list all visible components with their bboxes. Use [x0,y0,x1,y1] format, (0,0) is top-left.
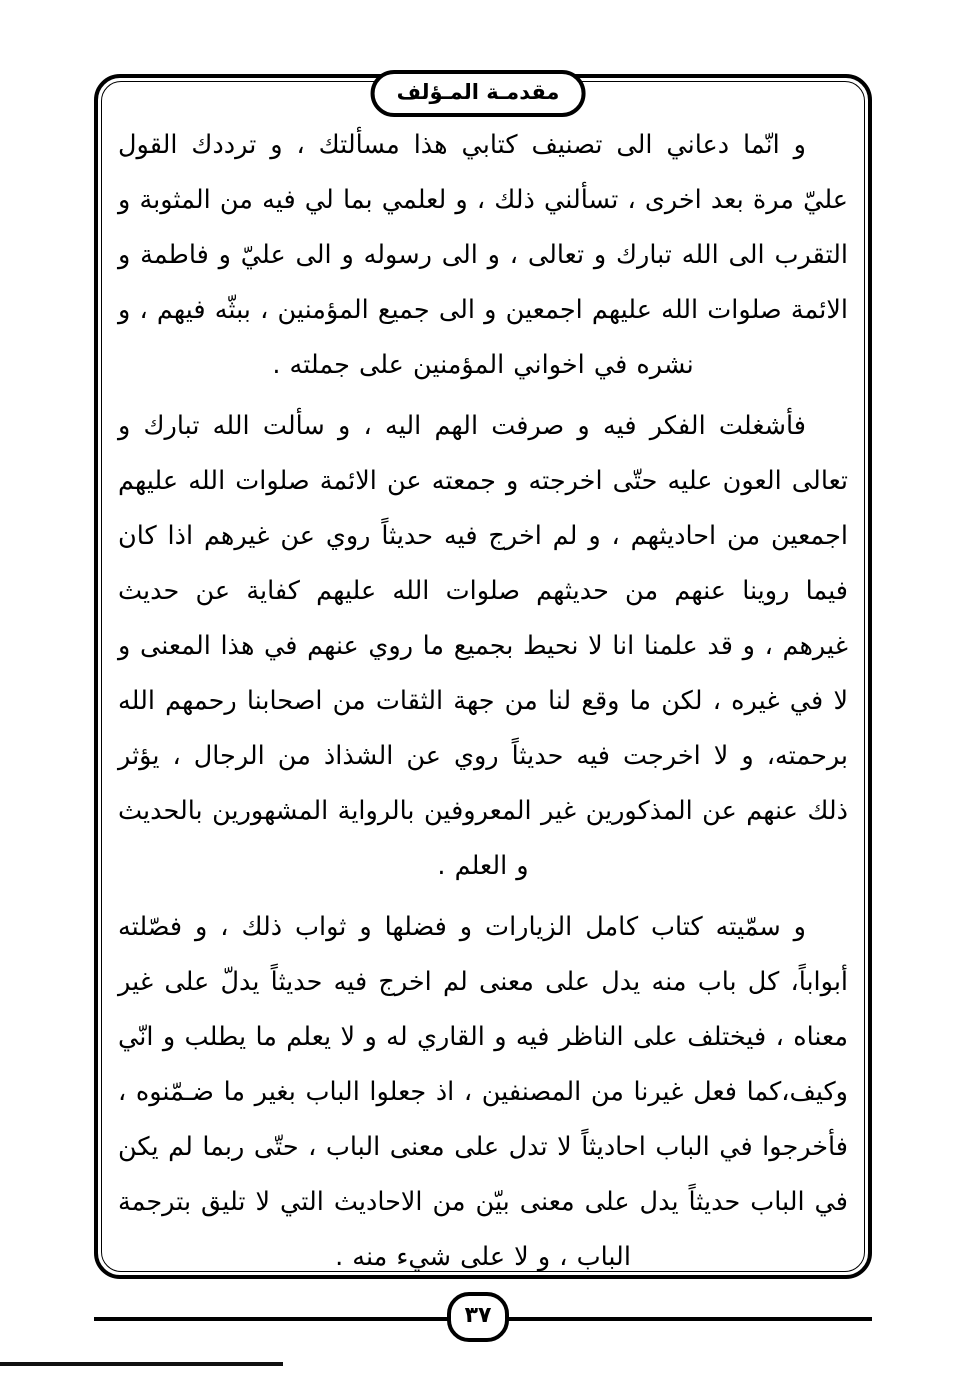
page-number-badge [447,1292,509,1342]
paragraph-3: و سمّيته كتاب كامل الزيارات و فضلها و ثواب ذلك ، و فصّلته أبواباً، كل باب منه يدل على معنى لم اخرج فيه حديثاً يدلّ على غير معناه ، فيختلف على الناظر فيه و القاري له و لا يعلم ما يطلب و انّي وكيف،كما فعل غيرنا من المصنفين ، اذ جعلوا الباب بغير ما ضـمّنوه ، فأخرجوا في الباب احاديثاً لا تدل على معنى الباب ، حتّى ربما لم يكن في الباب حديثاً يدل على معنى بيّن من الاحاديث التي لا تليق بترجمة الباب ، و لا على شيء منه . [118,912,848,1272]
page-number-label: ٣٧ [464,1303,492,1328]
page-footer [0,1289,956,1349]
scan-edge-artifact [0,1362,283,1366]
page-text-column [118,118,848,1272]
chapter-header-title: مقدمـة المـؤلف [396,80,560,104]
paragraph-2: فأشغلت الفكر فيه و صرفت الهم اليه ، و سألت الله تبارك و تعالى العون عليه حتّى اخرجته و جمعته عن الائمة صلوات الله عليهم اجمعين من احاديثهم ، و لم اخرج فيه حديثاً روي عن غيرهم اذا كان فيما روينا عنهم من حديثهم صلوات الله عليهم كفاية عن حديث غيرهم ، و قد علمنا انا لا نحيط بجميع ما روي عنهم في هذا المعنى و لا في غيره ، لكن ما وقع لنا من جهة الثقات من اصحابنا رحمهم الله برحمته، و لا اخرجت فيه حديثاً روي عن الشذاذ من الرجال ، يؤثر ذلك عنهم عن المذكورين غير المعروفين بالرواية المشهورين بالحديث و العلم . [118,411,848,881]
chapter-header-badge [371,70,586,117]
paragraph-1: و انّما دعاني الى تصنيف كتابي هذا مسألتك ، و ترددك القول عليّ مرة بعد اخرى ، تسألني ذلك ، و لعلمي بما لي فيه من المثوبة و التقرب الى الله تبارك و تعالى ، و الى رسوله و الى عليّ و فاطمة و الائمة صلوات الله عليهم اجمعين و الى جميع المؤمنين ، ببثّه فيهم ، و نشره في اخواني المؤمنين على جملته . [118,130,848,380]
